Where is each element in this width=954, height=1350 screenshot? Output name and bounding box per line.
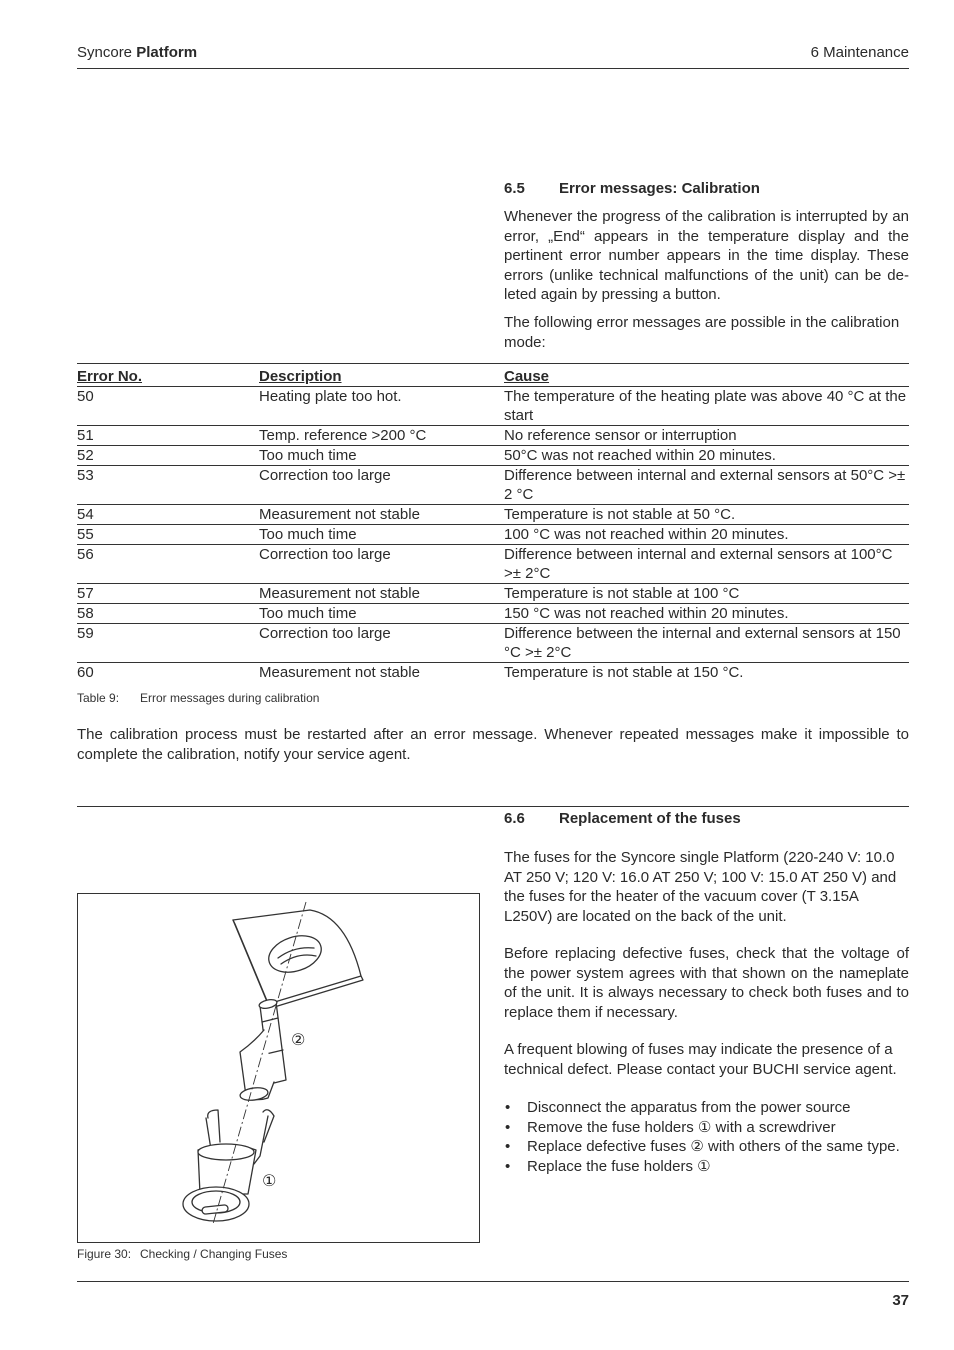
cell-error-no: 54 bbox=[77, 505, 259, 525]
col-header-description: Description bbox=[259, 365, 504, 387]
table-row bbox=[77, 426, 909, 446]
cell-cause: Difference between internal and external sensors at 100°C >± 2°C bbox=[504, 545, 909, 584]
cell-error-no: 55 bbox=[77, 525, 259, 545]
cell-error-no: 50 bbox=[77, 387, 259, 426]
table-row bbox=[77, 525, 909, 545]
figure-caption bbox=[77, 1245, 287, 1265]
section-6-6-number: 6.6 bbox=[504, 810, 525, 827]
section-6-6-heading: Replacement of the fuses bbox=[559, 810, 741, 827]
list-item: • Disconnect the apparatus from the power source bbox=[504, 1098, 914, 1118]
table-row bbox=[77, 663, 909, 683]
cell-description: Measurement not stable bbox=[259, 584, 504, 604]
section-6-6-para3: A frequent blowing of fuses may indicate the presence of a technical defect. Please contact your BUCHI service agent. bbox=[504, 1041, 897, 1078]
cell-cause: 100 °C was not reached within 20 minutes. bbox=[504, 525, 909, 545]
table-row bbox=[77, 584, 909, 604]
table-row bbox=[77, 624, 909, 663]
cell-error-no: 59 bbox=[77, 624, 259, 663]
section-6-5-para1: Whenever the progress of the calibration is interrupted by an error, „End“ appears in the temperature display and the pertinent error number appears in the time display. These errors (unlike technical malfunctions of the unit) can be de-leted again by pressing a button. bbox=[504, 208, 909, 303]
figure-frame bbox=[77, 893, 480, 1243]
cell-error-no: 56 bbox=[77, 545, 259, 584]
table-header-row bbox=[77, 365, 909, 387]
cell-cause: No reference sensor or interruption bbox=[504, 426, 909, 446]
header-rule bbox=[77, 68, 909, 69]
cell-description: Correction too large bbox=[259, 545, 504, 584]
cell-cause: 150 °C was not reached within 20 minutes. bbox=[504, 604, 909, 624]
section-6-5-heading: Error messages: Calibration bbox=[559, 180, 760, 197]
table-row bbox=[77, 545, 909, 584]
cell-error-no: 60 bbox=[77, 664, 94, 681]
table-row bbox=[77, 446, 909, 466]
section-6-6-rule bbox=[77, 806, 909, 807]
table-caption-label: Table 9: bbox=[77, 691, 120, 705]
cell-cause: Temperature is not stable at 50 °C. bbox=[504, 505, 909, 525]
fuse-marker-2: ② bbox=[291, 1032, 306, 1049]
cell-description: Too much time bbox=[259, 604, 504, 624]
fuse-holder-marker-1: ① bbox=[262, 1173, 277, 1190]
table-row bbox=[77, 466, 909, 505]
cell-description: Correction too large bbox=[259, 466, 504, 505]
cell-description: Correction too large bbox=[259, 624, 504, 663]
table-caption-text: Error messages during calibration bbox=[140, 691, 320, 705]
restart-note: The calibration process must be restarted after an error message. Whenever repeated messages make it impossible to complete the calibration, notify your service agent. bbox=[77, 726, 909, 763]
header-chapter: 6 Maintenance bbox=[810, 44, 909, 61]
cell-description: Measurement not stable bbox=[259, 664, 420, 681]
figure-caption-label: Figure 30: bbox=[77, 1247, 132, 1261]
list-item: • Replace the fuse holders ① bbox=[504, 1157, 914, 1177]
cell-error-no: 58 bbox=[77, 604, 259, 624]
footer-rule bbox=[77, 1281, 909, 1282]
table-row bbox=[77, 604, 909, 624]
col-header-error-no: Error No. bbox=[77, 365, 259, 387]
cell-cause: Temperature is not stable at 100 °C bbox=[504, 584, 909, 604]
cell-cause: Difference between internal and external sensors at 50°C >± 2 °C bbox=[504, 466, 909, 505]
table-caption bbox=[77, 689, 319, 709]
list-item: • Remove the fuse holders ① with a screwdriver bbox=[504, 1118, 914, 1138]
fuse-illustration bbox=[78, 894, 479, 1242]
cell-description: Measurement not stable bbox=[259, 505, 504, 525]
cell-description: Too much time bbox=[259, 525, 504, 545]
table-row bbox=[77, 387, 909, 426]
table-row bbox=[77, 505, 909, 525]
cell-error-no: 57 bbox=[77, 584, 259, 604]
cell-error-no: 51 bbox=[77, 426, 259, 446]
cell-cause: Temperature is not stable at 150 °C. bbox=[504, 664, 744, 681]
error-table bbox=[77, 365, 909, 682]
header-product bbox=[77, 43, 197, 63]
table-top-rule bbox=[77, 363, 909, 364]
section-6-6-title bbox=[504, 809, 909, 829]
list-item: • Replace defective fuses ② with others of the same type. bbox=[504, 1137, 914, 1157]
page-number: 37 bbox=[892, 1292, 909, 1309]
section-6-6-para2: Before replacing defective fuses, check that the voltage of the power system agrees with that shown on the nameplate of the unit. It is always necessary to check both fuses and to replace them if necessary. bbox=[504, 945, 909, 1021]
cell-error-no: 52 bbox=[77, 446, 259, 466]
cell-description: Too much time bbox=[259, 446, 504, 466]
header-product-name: Platform bbox=[136, 44, 198, 61]
col-header-cause: Cause bbox=[504, 365, 909, 387]
section-6-5-para2: The following error messages are possible in the calibration mode: bbox=[504, 314, 900, 351]
section-6-5-title bbox=[504, 179, 909, 199]
fuse-steps-list bbox=[504, 1098, 914, 1176]
cell-cause: The temperature of the heating plate was above 40 °C at the start bbox=[504, 387, 909, 426]
cell-description: Heating plate too hot. bbox=[259, 387, 504, 426]
section-6-5-number: 6.5 bbox=[504, 180, 525, 197]
figure-caption-text: Checking / Changing Fuses bbox=[140, 1247, 288, 1261]
cell-error-no: 53 bbox=[77, 466, 259, 505]
cell-description: Temp. reference >200 °C bbox=[259, 426, 504, 446]
cell-cause: Difference between the internal and external sensors at 150 °C >± 2°C bbox=[504, 624, 909, 663]
header-product-prefix: Syncore bbox=[77, 44, 133, 61]
section-6-6-para1: The fuses for the Syncore single Platform (220-240 V: 10.0 AT 250 V; 120 V: 16.0 AT 250 V; 100 V: 15.0 AT 250 V) and the fuses for the heater of the vacuum cover (T 3.15A L250V) are located on the back of the unit. bbox=[504, 849, 897, 925]
cell-cause: 50°C was not reached within 20 minutes. bbox=[504, 446, 909, 466]
